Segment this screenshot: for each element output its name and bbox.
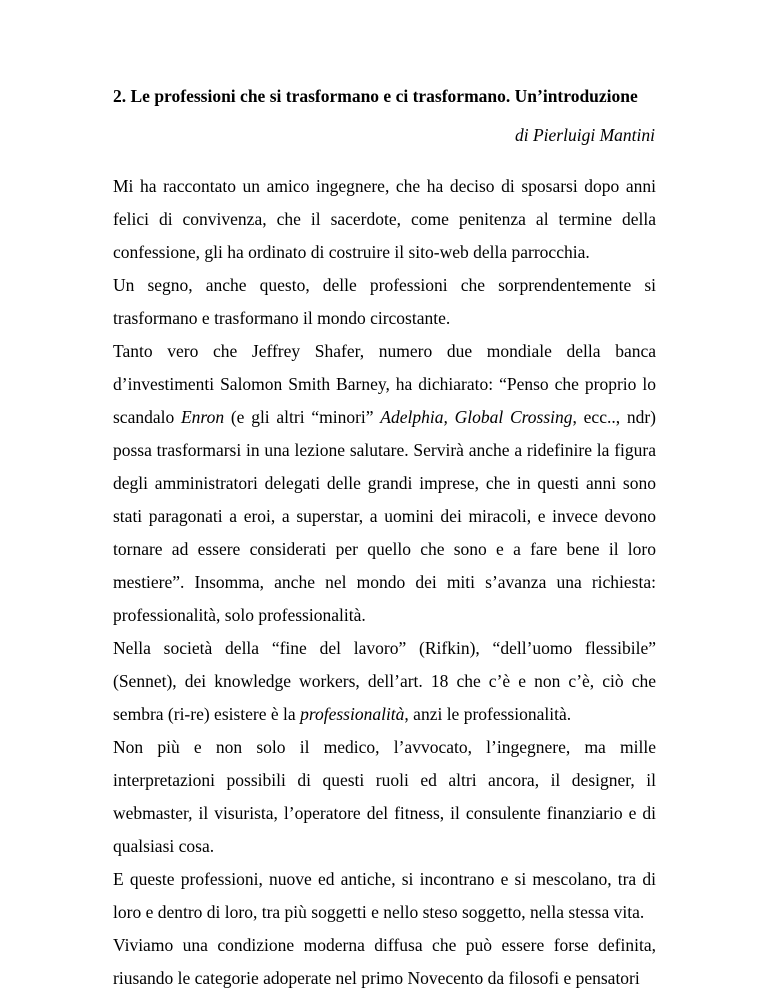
italic-text-run: Enron	[180, 407, 225, 427]
text-run: Un segno, anche questo, delle professioni che sorprendentemente si trasformano e trasformano il mondo circostante.	[113, 275, 656, 328]
body-text	[113, 170, 656, 995]
body-paragraph	[113, 863, 656, 929]
italic-text-run: Adelphia, Global Crossing	[380, 407, 573, 427]
text-run: Mi ha raccontato un amico ingegnere, che ha deciso di sposarsi dopo anni felici di convivenza, che il sacerdote, come penitenza al termine della confessione, gli ha ordinato di costruire il sito-web della parrocchia.	[113, 176, 656, 262]
text-run: Non più e non solo il medico, l’avvocato, l’ingegnere, ma mille interpretazioni possibili di questi ruoli ed altri ancora, il designer, il webmaster, il visurista, l’operatore del fitness, il consulente finanziario e di qualsiasi cosa.	[113, 737, 656, 856]
text-run: Tanto vero che Jeffrey Shafer, numero due mondiale della banca d’investimenti Salomon Smith Barney, ha dichiarato: “Penso che proprio lo scandalo	[113, 341, 656, 427]
italic-text-run: professionalità	[300, 704, 405, 724]
text-run: (e gli altri “minori”	[224, 407, 381, 427]
text-run: Nella società della “fine del lavoro” (Rifkin), “dell’uomo flessibile” (Sennet), dei knowledge workers, dell’art. 18 che c’è e non c’è, ciò che sembra (ri-re) esistere è la	[113, 638, 656, 724]
body-paragraph	[113, 929, 656, 995]
text-run: Viviamo una condizione moderna diffusa che può essere forse definita, riusando le categorie adoperate nel primo Novecento da filosofi e pensatori	[113, 935, 656, 988]
text-run: E queste professioni, nuove ed antiche, si incontrano e si mescolano, tra di loro e dentro di loro, tra più soggetti e nello steso soggetto, nella stessa vita.	[113, 869, 656, 922]
body-paragraph	[113, 170, 656, 269]
chapter-title: 2. Le professioni che si trasformano e ci trasformano. Un’introduzione	[113, 86, 638, 106]
text-run: , ecc.., ndr) possa trasformarsi in una lezione salutare. Servirà anche a ridefinire la figura degli amministratori delegati delle grandi imprese, che in questi anni sono stati paragonati a eroi, a superstar, a uomini dei miracoli, e invece devono tornare ad essere considerati per quello che sono e a fare bene il loro mestiere”. Insomma, anche nel mondo dei miti s’avanza una richiesta: professionalità, solo professionalità.	[113, 407, 656, 625]
author-byline: di Pierluigi Mantini	[515, 125, 655, 145]
body-paragraph	[113, 731, 656, 863]
body-paragraph	[113, 632, 656, 731]
body-paragraph	[113, 269, 656, 335]
body-paragraph	[113, 335, 656, 632]
text-run: , anzi le professionalità.	[404, 704, 572, 724]
